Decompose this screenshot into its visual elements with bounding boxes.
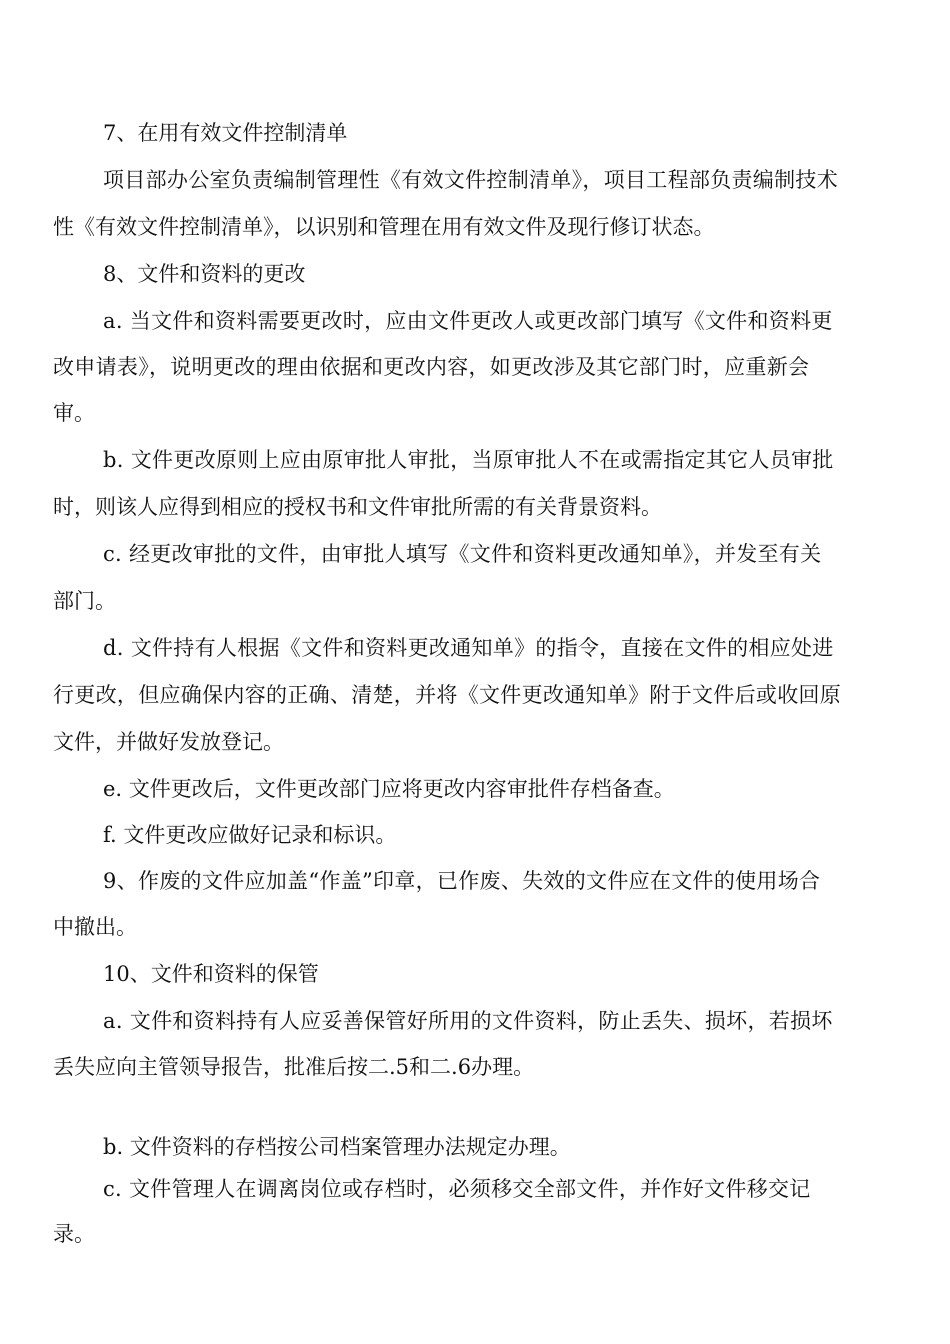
paragraph-line: 文件，并做好发放登记。: [53, 730, 284, 754]
paragraph-line: 项目部办公室负责编制管理性《有效文件控制清单》，项目工程部负责编制技术: [103, 168, 838, 192]
paragraph-line: 行更改，但应确保内容的正确、清楚，并将《文件更改通知单》附于文件后或收回原: [53, 683, 842, 707]
paragraph-line: c. 经更改审批的文件，由审批人填写《文件和资料更改通知单》，并发至有关: [103, 542, 822, 566]
paragraph-line: c. 文件管理人在调离岗位或存档时，必须移交全部文件，并作好文件移交记: [103, 1177, 811, 1201]
paragraph-line: 时，则该人应得到相应的授权书和文件审批所需的有关背景资料。: [53, 495, 662, 519]
section-heading-8: 8、文件和资料的更改: [103, 262, 306, 286]
paragraph-line: 中撤出。: [53, 915, 137, 939]
paragraph-line: b. 文件更改原则上应由原审批人审批，当原审批人不在或需指定其它人员审批: [103, 448, 834, 472]
paragraph-line: 录。: [53, 1222, 95, 1246]
paragraph-line: 丢失应向主管领导报告，批准后按二.5和二.6办理。: [53, 1055, 535, 1079]
paragraph-line: d. 文件持有人根据《文件和资料更改通知单》的指令，直接在文件的相应处进: [103, 636, 834, 660]
section-heading-7: 7、在用有效文件控制清单: [103, 121, 348, 145]
paragraph-line: b. 文件资料的存档按公司档案管理办法规定办理。: [103, 1135, 571, 1159]
paragraph-line: 性《有效文件控制清单》，以识别和管理在用有效文件及现行修订状态。: [53, 215, 715, 239]
paragraph-line: 改申请表》，说明更改的理由依据和更改内容，如更改涉及其它部门时，应重新会: [53, 355, 810, 379]
section-heading-10: 10、文件和资料的保管: [103, 962, 319, 986]
paragraph-line: a. 当文件和资料需要更改时，应由文件更改人或更改部门填写《文件和资料更: [103, 309, 833, 333]
paragraph-line: f. 文件更改应做好记录和标识。: [103, 823, 397, 847]
paragraph-line: 部门。: [53, 589, 116, 613]
paragraph-line: 审。: [53, 401, 95, 425]
paragraph-line: a. 文件和资料持有人应妥善保管好所用的文件资料，防止丢失、损坏，若损坏: [103, 1009, 833, 1033]
paragraph-line: e. 文件更改后，文件更改部门应将更改内容审批件存档备查。: [103, 777, 675, 801]
paragraph-line: 9、作废的文件应加盖“作盖”印章，已作废、失效的文件应在文件的使用场合: [103, 869, 821, 893]
